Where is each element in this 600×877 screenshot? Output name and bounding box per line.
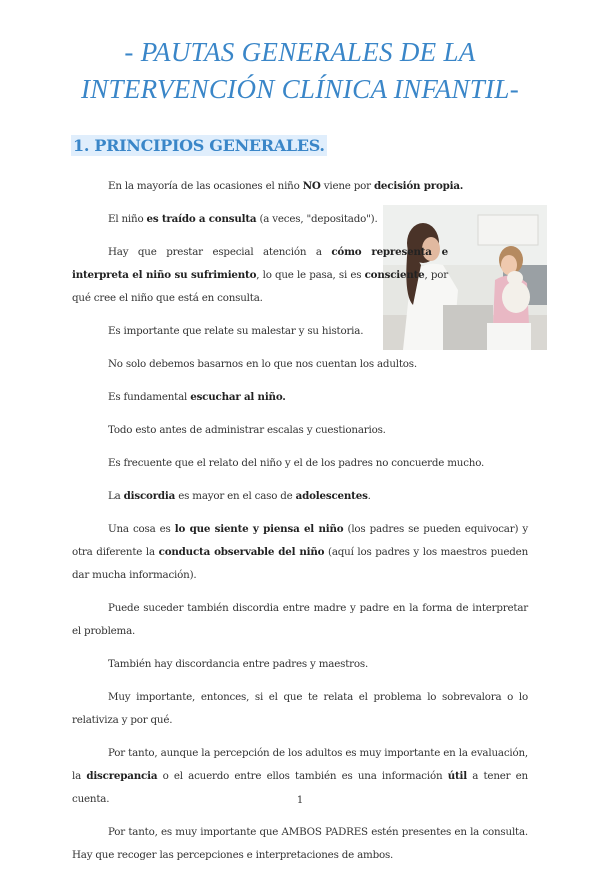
text-run: El niño bbox=[108, 213, 147, 225]
bold-text: útil bbox=[447, 770, 467, 782]
bold-text: cómo representa e interpreta el niño su sufrimiento bbox=[72, 246, 448, 281]
text-run: a tener en cuenta. bbox=[72, 770, 528, 805]
bold-text: conducta observable del niño bbox=[158, 546, 325, 558]
paragraph bbox=[72, 653, 528, 676]
paragraph bbox=[72, 419, 528, 442]
text-run: . bbox=[367, 490, 371, 502]
text-run: También hay discordancia entre padres y maestros. bbox=[108, 658, 369, 670]
title-line: INTERVENCIÓN CLÍNICA INFANTIL- bbox=[80, 74, 520, 104]
page-number: 1 bbox=[296, 795, 304, 806]
text-run: , lo que le pasa, si es bbox=[256, 269, 365, 281]
bold-text: discordia bbox=[123, 490, 176, 502]
text-run: Una cosa es bbox=[108, 523, 175, 535]
text-run: La bbox=[108, 490, 124, 502]
text-run: Por tanto, aunque la percepción de los adultos es muy importante en la evaluación, la bbox=[72, 747, 528, 782]
text-run: viene por bbox=[320, 180, 374, 192]
title-line: - PAUTAS GENERALES DE LA bbox=[124, 37, 476, 67]
bold-text: decisión propia. bbox=[373, 180, 464, 192]
paragraph bbox=[72, 353, 528, 376]
text-run: Por tanto, es muy importante que AMBOS PADRES estén presentes en la consulta. Hay que recoger las percepciones e interpretaciones de ambos. bbox=[72, 826, 528, 861]
text-run: Es frecuente que el relato del niño y el de los padres no concuerde mucho. bbox=[108, 457, 485, 469]
bold-text: escuchar al niño. bbox=[190, 391, 286, 403]
document-body bbox=[72, 175, 528, 877]
text-run: (los padres se pueden equivocar) y otra diferente la bbox=[72, 523, 528, 558]
paragraph bbox=[72, 821, 528, 867]
text-run: Muy importante, entonces, si el que te relata el problema lo sobrevalora o lo relativiza y por qué. bbox=[72, 691, 528, 726]
paragraph bbox=[72, 208, 528, 231]
text-run: (a veces, "depositado"). bbox=[256, 213, 378, 225]
text-run: es mayor en el caso de bbox=[175, 490, 296, 502]
paragraph bbox=[72, 485, 528, 508]
text-run: En la mayoría de las ocasiones el niño bbox=[108, 180, 303, 192]
text-run: Es fundamental bbox=[108, 391, 191, 403]
paragraph bbox=[72, 241, 528, 310]
paragraph bbox=[72, 597, 528, 643]
paragraph bbox=[72, 175, 528, 198]
bold-text: adolescentes bbox=[295, 490, 368, 502]
text-run: o el acuerdo entre ellos también es una información bbox=[157, 770, 448, 782]
text-run: Hay que prestar especial atención a bbox=[108, 246, 332, 258]
text-run: (aquí los padres y los maestros pueden dar mucha información). bbox=[72, 546, 528, 581]
paragraph bbox=[72, 452, 528, 475]
bold-text: discrepancia bbox=[86, 770, 158, 782]
text-run: Puede suceder también discordia entre madre y padre en la forma de interpretar el problema. bbox=[72, 602, 528, 637]
bold-text: consciente bbox=[364, 269, 425, 281]
document-title bbox=[0, 34, 600, 108]
paragraph bbox=[72, 320, 528, 343]
bold-text: lo que siente y piensa el niño bbox=[174, 523, 344, 535]
paragraph bbox=[72, 686, 528, 732]
bold-text: NO bbox=[302, 180, 321, 192]
text-run: Todo esto antes de administrar escalas y cuestionarios. bbox=[108, 424, 386, 436]
text-run: No solo debemos basarnos en lo que nos cuentan los adultos. bbox=[108, 358, 417, 370]
text-run: , por qué cree el niño que está en consulta. bbox=[72, 269, 448, 304]
section-heading: 1. PRINCIPIOS GENERALES. bbox=[73, 136, 325, 155]
bold-text: es traído a consulta bbox=[146, 213, 257, 225]
paragraph bbox=[72, 518, 528, 587]
paragraph bbox=[72, 386, 528, 409]
text-run: Es importante que relate su malestar y su historia. bbox=[108, 325, 364, 337]
